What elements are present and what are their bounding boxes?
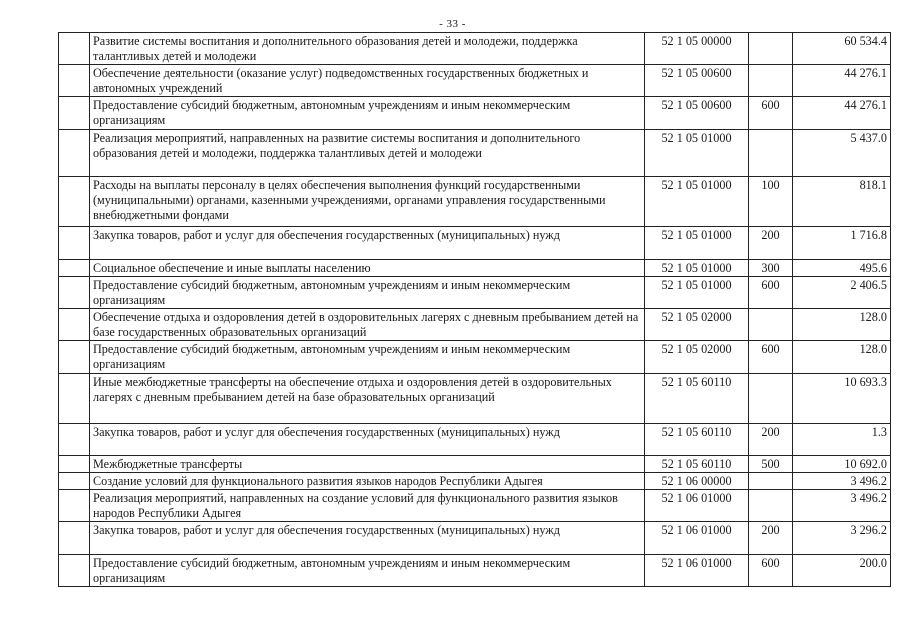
expense-name-cell: Межбюджетные трансферты [90, 456, 645, 473]
target-code-cell: 52 1 06 01000 [645, 490, 749, 522]
table-row [59, 374, 891, 424]
expense-type-cell: 200 [749, 522, 793, 555]
amount-cell: 3 296.2 [793, 522, 891, 555]
expense-type-cell: 300 [749, 260, 793, 277]
target-code-cell: 52 1 06 01000 [645, 555, 749, 587]
target-code-cell: 52 1 05 60110 [645, 456, 749, 473]
expense-name-cell: Предоставление субсидий бюджетным, автономным учреждениям и иным некоммерческим организациям [90, 341, 645, 374]
table-row [59, 522, 891, 555]
row-index-cell [59, 522, 90, 555]
amount-cell: 10 693.3 [793, 374, 891, 424]
target-code-cell: 52 1 05 02000 [645, 341, 749, 374]
table-row [59, 309, 891, 341]
expense-name-cell: Предоставление субсидий бюджетным, автономным учреждениям и иным некоммерческим организациям [90, 555, 645, 587]
row-index-cell [59, 130, 90, 177]
amount-cell: 44 276.1 [793, 65, 891, 97]
target-code-cell: 52 1 05 02000 [645, 309, 749, 341]
row-index-cell [59, 555, 90, 587]
expense-type-cell: 200 [749, 227, 793, 260]
row-index-cell [59, 177, 90, 227]
table-row [59, 65, 891, 97]
amount-cell: 44 276.1 [793, 97, 891, 130]
target-code-cell: 52 1 05 00600 [645, 97, 749, 130]
expense-type-cell: 200 [749, 424, 793, 456]
expense-type-cell [749, 65, 793, 97]
row-index-cell [59, 309, 90, 341]
table-row [59, 456, 891, 473]
expense-name-cell: Обеспечение деятельности (оказание услуг) подведомственных государственных бюджетных и автономных учреждений [90, 65, 645, 97]
table-row [59, 227, 891, 260]
table-row [59, 473, 891, 490]
target-code-cell: 52 1 06 01000 [645, 522, 749, 555]
target-code-cell: 52 1 05 01000 [645, 260, 749, 277]
expense-name-cell: Расходы на выплаты персоналу в целях обеспечения выполнения функций государственными (муниципальными) органами, казенными учреждениями, органами управления государственными внебюджетными фондами [90, 177, 645, 227]
expense-type-cell: 600 [749, 277, 793, 309]
table-row [59, 97, 891, 130]
budget-table [58, 32, 891, 587]
expense-name-cell: Предоставление субсидий бюджетным, автономным учреждениям и иным некоммерческим организациям [90, 277, 645, 309]
expense-type-cell [749, 130, 793, 177]
row-index-cell [59, 490, 90, 522]
page-number: - 33 - [439, 18, 466, 30]
amount-cell: 128.0 [793, 341, 891, 374]
expense-name-cell: Развитие системы воспитания и дополнительного образования детей и молодежи, поддержка талантливых детей и молодежи [90, 33, 645, 65]
expense-name-cell: Предоставление субсидий бюджетным, автономным учреждениям и иным некоммерческим организациям [90, 97, 645, 130]
expense-type-cell: 500 [749, 456, 793, 473]
amount-cell: 200.0 [793, 555, 891, 587]
expense-name-cell: Реализация мероприятий, направленных на создание условий для функционального развития языков народов Республики Адыгея [90, 490, 645, 522]
amount-cell: 3 496.2 [793, 490, 891, 522]
row-index-cell [59, 341, 90, 374]
target-code-cell: 52 1 05 60110 [645, 374, 749, 424]
expense-name-cell: Закупка товаров, работ и услуг для обеспечения государственных (муниципальных) нужд [90, 522, 645, 555]
amount-cell: 1.3 [793, 424, 891, 456]
table-row [59, 130, 891, 177]
target-code-cell: 52 1 05 01000 [645, 277, 749, 309]
row-index-cell [59, 227, 90, 260]
table-row [59, 490, 891, 522]
amount-cell: 60 534.4 [793, 33, 891, 65]
expense-type-cell [749, 309, 793, 341]
expense-type-cell: 600 [749, 97, 793, 130]
amount-cell: 1 716.8 [793, 227, 891, 260]
row-index-cell [59, 65, 90, 97]
expense-type-cell: 600 [749, 341, 793, 374]
expense-type-cell [749, 473, 793, 490]
table-row [59, 177, 891, 227]
amount-cell: 5 437.0 [793, 130, 891, 177]
target-code-cell: 52 1 06 00000 [645, 473, 749, 490]
expense-type-cell [749, 374, 793, 424]
amount-cell: 818.1 [793, 177, 891, 227]
target-code-cell: 52 1 05 60110 [645, 424, 749, 456]
expense-type-cell [749, 33, 793, 65]
expense-name-cell: Закупка товаров, работ и услуг для обеспечения государственных (муниципальных) нужд [90, 424, 645, 456]
expense-type-cell: 100 [749, 177, 793, 227]
table-row [59, 341, 891, 374]
table-row [59, 277, 891, 309]
expense-name-cell: Обеспечение отдыха и оздоровления детей в оздоровительных лагерях с дневным пребыванием детей на базе государственных образовательных организаций [90, 309, 645, 341]
row-index-cell [59, 473, 90, 490]
row-index-cell [59, 424, 90, 456]
table-row [59, 555, 891, 587]
row-index-cell [59, 456, 90, 473]
expense-name-cell: Иные межбюджетные трансферты на обеспечение отдыха и оздоровления детей в оздоровительных лагерях с дневным пребыванием детей на базе образовательных организаций [90, 374, 645, 424]
table-row [59, 33, 891, 65]
target-code-cell: 52 1 05 01000 [645, 227, 749, 260]
expense-name-cell: Реализация мероприятий, направленных на развитие системы воспитания и дополнительного образования детей и молодежи, поддержка талантливых детей и молодежи [90, 130, 645, 177]
amount-cell: 2 406.5 [793, 277, 891, 309]
expense-type-cell: 600 [749, 555, 793, 587]
target-code-cell: 52 1 05 01000 [645, 130, 749, 177]
target-code-cell: 52 1 05 00000 [645, 33, 749, 65]
row-index-cell [59, 33, 90, 65]
amount-cell: 10 692.0 [793, 456, 891, 473]
target-code-cell: 52 1 05 01000 [645, 177, 749, 227]
target-code-cell: 52 1 05 00600 [645, 65, 749, 97]
expense-name-cell: Социальное обеспечение и иные выплаты населению [90, 260, 645, 277]
table-row [59, 260, 891, 277]
expense-name-cell: Создание условий для функционального развития языков народов Республики Адыгея [90, 473, 645, 490]
table-row [59, 424, 891, 456]
expense-name-cell: Закупка товаров, работ и услуг для обеспечения государственных (муниципальных) нужд [90, 227, 645, 260]
row-index-cell [59, 374, 90, 424]
amount-cell: 495.6 [793, 260, 891, 277]
row-index-cell [59, 277, 90, 309]
amount-cell: 128.0 [793, 309, 891, 341]
row-index-cell [59, 260, 90, 277]
amount-cell: 3 496.2 [793, 473, 891, 490]
row-index-cell [59, 97, 90, 130]
expense-type-cell [749, 490, 793, 522]
